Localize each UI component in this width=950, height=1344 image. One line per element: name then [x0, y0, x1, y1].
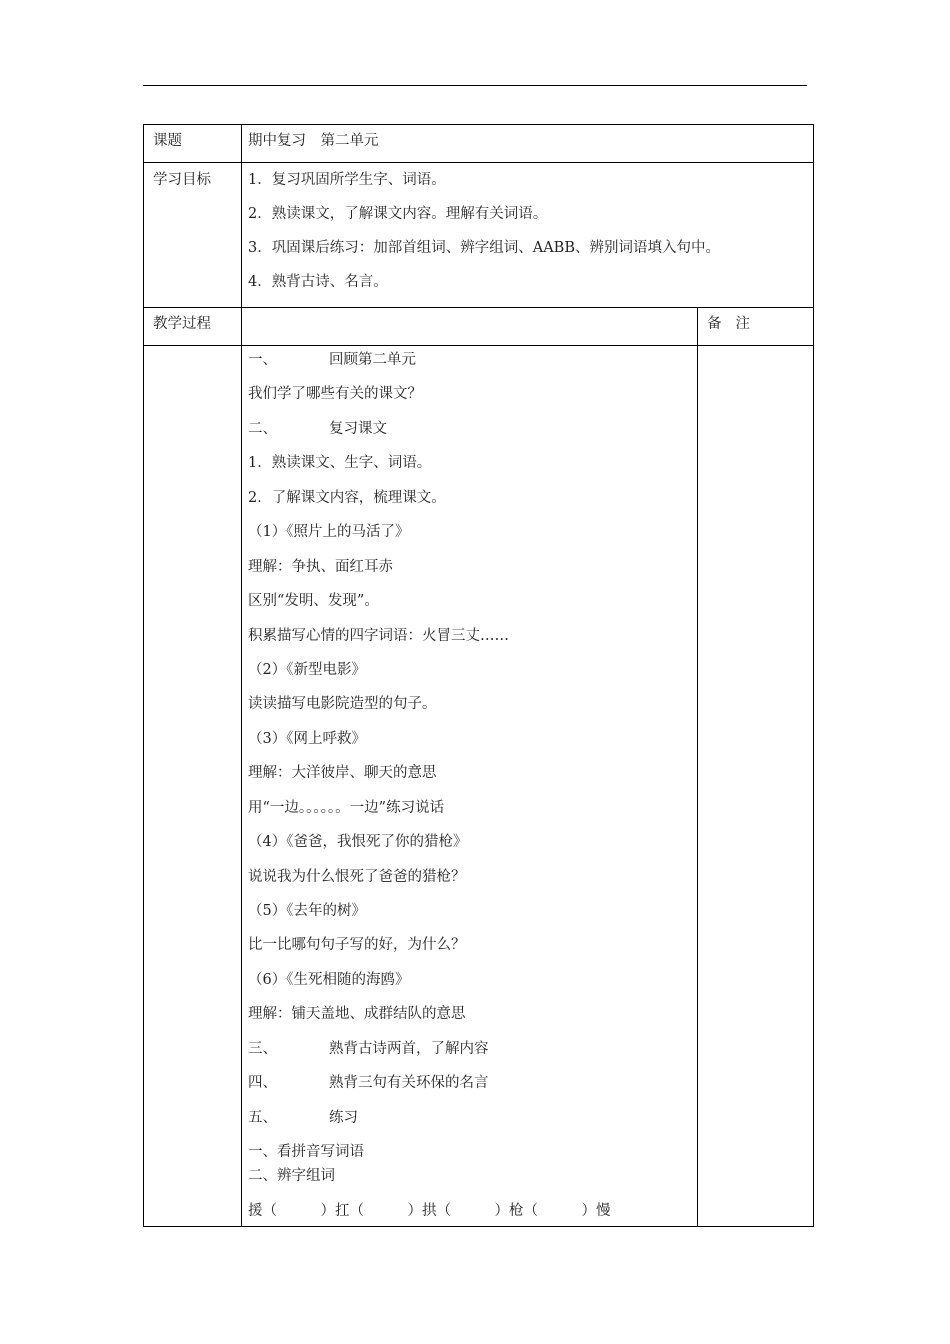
process-left-blank: [144, 346, 242, 1227]
exercise-line: 二、辨字组词: [248, 1168, 335, 1185]
exercise-line: 援（ ）扛（ ）拱（ ）枪（ ）慢: [248, 1202, 611, 1219]
topic-value: 期中复习 第二单元: [242, 125, 814, 163]
section-title: 熟背三句有关环保的名言: [329, 1075, 489, 1092]
process-line: 比一比哪句句子写的好，为什么？: [248, 937, 466, 954]
process-line: 区别“发明、发现”。: [248, 593, 379, 610]
goal-item: 3．巩固课后练习：加部首组词、辨字组词、AABB、辨别词语填入句中。: [248, 240, 720, 256]
process-body-row: [144, 346, 814, 1227]
goal-item: 4．熟背古诗、名言。: [248, 274, 388, 290]
process-line: 理解：大洋彼岸、聊天的意思: [248, 765, 437, 782]
process-line: 我们学了哪些有关的课文？: [248, 386, 422, 403]
lesson-title: （3）《网上呼救》: [248, 730, 366, 747]
goal-item: 1．复习巩固所学生字、词语。: [248, 172, 446, 188]
section-number: 四、: [248, 1075, 277, 1092]
process-line: 积累描写心情的四字词语：火冒三丈……: [248, 627, 509, 644]
header-rule: [143, 85, 807, 86]
topic-label: 课题: [144, 125, 242, 163]
lesson-title: （2）《新型电影》: [248, 661, 366, 678]
process-line: 1．熟读课文、生字、词语。: [248, 455, 432, 472]
section-number: 二、: [248, 420, 277, 437]
process-line: 说说我为什么恨死了爸爸的猎枪？: [248, 868, 466, 885]
section-heading: [248, 349, 697, 383]
topic-row: [144, 125, 814, 163]
notes-column: [698, 346, 814, 1227]
process-content: [242, 346, 698, 1227]
lesson-title: （4）《爸爸，我恨死了你的猎枪》: [248, 834, 468, 851]
section-title: 回顾第二单元: [329, 352, 416, 368]
process-line: 理解：争执、面红耳赤: [248, 558, 393, 575]
goals-row: [144, 163, 814, 308]
process-line: 读读描写电影院造型的句子。: [248, 696, 437, 713]
section-number: 一、: [248, 352, 277, 368]
section-title: 熟背古诗两首，了解内容: [329, 1040, 489, 1057]
process-label: 教学过程: [144, 308, 242, 346]
lesson-title: （1）《照片上的马活了》: [248, 524, 410, 541]
lesson-title: （5）《去年的树》: [248, 903, 366, 919]
section-heading: [248, 1038, 697, 1072]
section-title: 复习课文: [329, 420, 387, 437]
goal-item: 2．熟读课文，了解课文内容。理解有关词语。: [248, 206, 548, 222]
process-line: 用“一边。。。。。。一边”练习说话: [248, 799, 445, 816]
goals-label: 学习目标: [144, 163, 242, 308]
lesson-title: （6）《生死相随的海鸥》: [248, 971, 410, 988]
lesson-plan-table: [143, 124, 814, 1227]
section-heading: [248, 1107, 697, 1141]
process-header-row: [144, 308, 814, 346]
process-line: 理解：铺天盖地、成群结队的意思: [248, 1006, 466, 1023]
process-line: 2．了解课文内容，梳理课文。: [248, 489, 446, 506]
section-heading: [248, 1072, 697, 1106]
goals-list: [242, 163, 814, 308]
notes-label: 备注: [698, 308, 814, 346]
section-heading: [248, 418, 697, 452]
section-number: 三、: [248, 1040, 277, 1057]
section-number: 五、: [248, 1109, 277, 1126]
process-header-blank: [242, 308, 698, 346]
section-title: 练习: [329, 1109, 358, 1126]
exercise-line: 一、看拼音写词语: [248, 1144, 364, 1161]
